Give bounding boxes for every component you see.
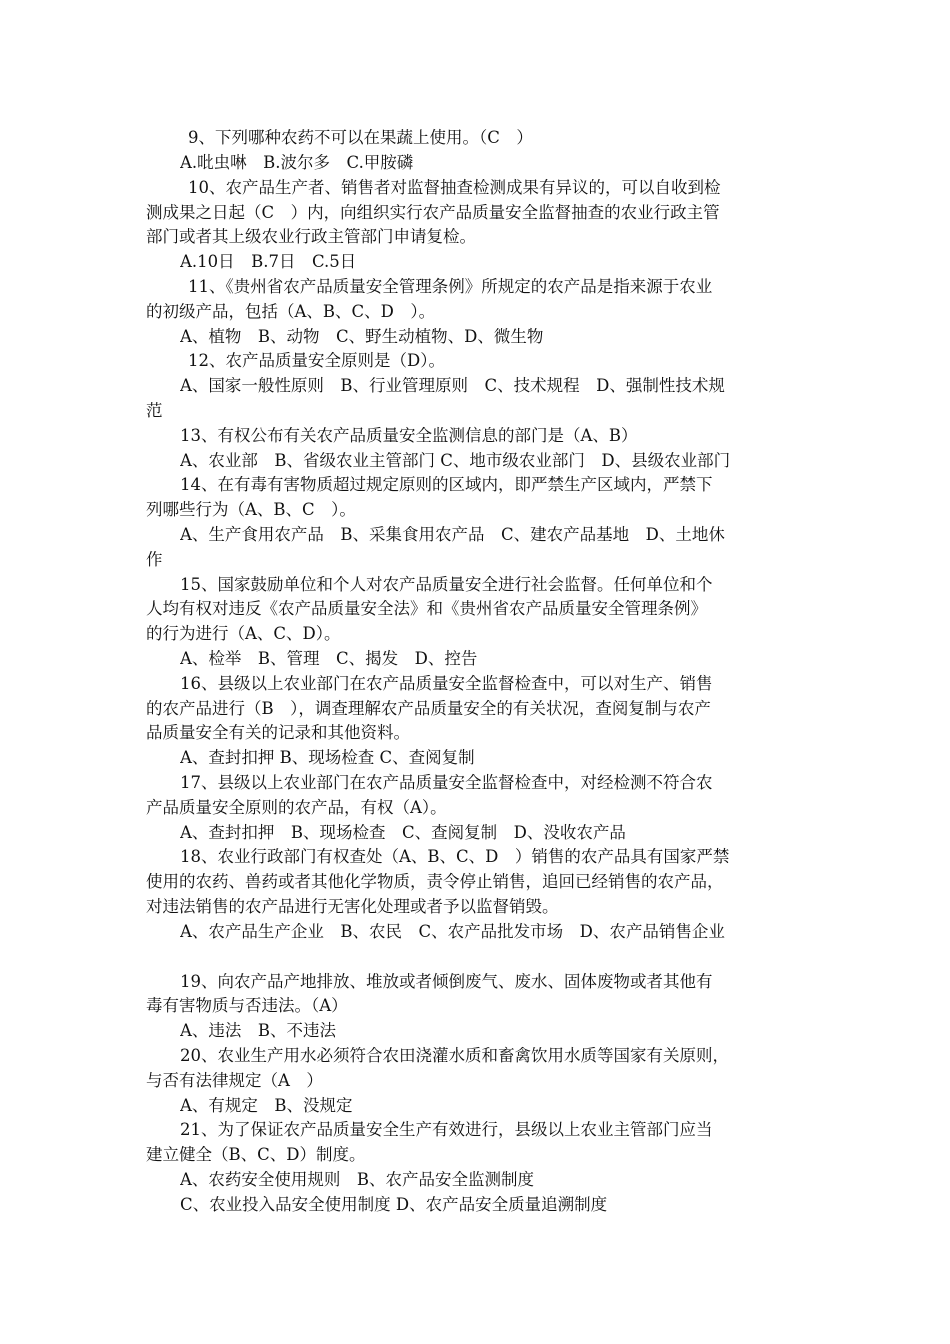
question-21-options-1: A、农药安全使用规则 B、农产品安全监测制度: [180, 1170, 535, 1189]
question-14-options: A、生产食用农产品 B、采集食用农产品 C、建农产品基地 D、土地休: [180, 525, 725, 544]
question-13: 13、有权公布有关农产品质量安全监测信息的部门是（A、B）: [180, 426, 638, 445]
question-21-options-2: C、农业投入品安全使用制度 D、农产品安全质量追溯制度: [180, 1195, 608, 1214]
question-19: 19、向农产品产地排放、堆放或者倾倒废气、废水、固体废物或者其他有: [180, 972, 713, 991]
question-12: 12、农产品质量安全原则是（D）。: [188, 351, 445, 370]
question-14-line-2: 列哪些行为（A、B、C ）。: [146, 500, 356, 519]
question-18-line-3: 对违法销售的农产品进行无害化处理或者予以监督销毁。: [146, 897, 559, 916]
question-21: 21、为了保证农产品质量安全生产有效进行，县级以上农业主管部门应当: [180, 1120, 713, 1139]
question-18-line-2: 使用的农药、兽药或者其他化学物质，责令停止销售，追回已经销售的农产品，: [146, 872, 724, 891]
question-16-options: A、查封扣押 B、现场检查 C、查阅复制: [180, 748, 475, 767]
question-17: 17、县级以上农业部门在农产品质量安全监督检查中，对经检测不符合农: [180, 773, 713, 792]
question-15-line-2: 人均有权对违反《农产品质量安全法》和《贵州省农产品质量安全管理条例》: [146, 599, 707, 618]
question-15: 15、国家鼓励单位和个人对农产品质量安全进行社会监督。任何单位和个: [180, 575, 713, 594]
question-17-line-2: 产品质量安全原则的农产品，有权（A）。: [146, 798, 447, 817]
question-18-options: A、农产品生产企业 B、农民 C、农产品批发市场 D、农产品销售企业: [180, 922, 725, 941]
question-10-line-2: 测成果之日起（C ）内，向组织实行农产品质量安全监督抽查的农业行政主管: [146, 203, 720, 222]
question-13-options: A、农业部 B、省级农业主管部门 C、地市级农业部门 D、县级农业部门: [180, 451, 731, 470]
question-16: 16、县级以上农业部门在农产品质量安全监督检查中，可以对生产、销售: [180, 674, 713, 693]
question-10: 10、农产品生产者、销售者对监督抽查检测成果有异议的，可以自收到检: [188, 178, 721, 197]
question-20: 20、农业生产用水必须符合农田浇灌水质和畜禽饮用水质等国家有关原则，: [180, 1046, 729, 1065]
question-17-options: A、查封扣押 B、现场检查 C、查阅复制 D、没收农产品: [180, 823, 626, 842]
question-18: 18、农业行政部门有权查处（A、B、C、D ）销售的农产品具有国家严禁: [180, 847, 730, 866]
question-9-options: A.吡虫啉 B.波尔多 C.甲胺磷: [180, 153, 414, 172]
question-19-line-2: 毒有害物质与否违法。（A）: [146, 996, 348, 1015]
question-11-line-2: 的初级产品，包括（A、B、C、D ）。: [146, 302, 436, 321]
question-16-line-2: 的农产品进行（B ），调查理解农产品质量安全的有关状况，查阅复制与农产: [146, 699, 711, 718]
question-10-line-3: 部门或者其上级农业行政主管部门申请复检。: [146, 227, 476, 246]
question-21-line-2: 建立健全（B、C、D）制度。: [146, 1145, 366, 1164]
question-16-line-3: 品质量安全有关的记录和其他资料。: [146, 723, 410, 742]
question-20-options: A、有规定 B、没规定: [180, 1096, 353, 1115]
question-19-options: A、违法 B、不违法: [180, 1021, 337, 1040]
question-11: 11、《贵州省农产品质量安全管理条例》所规定的农产品是指来源于农业: [188, 277, 713, 296]
question-15-line-3: 的行为进行（A、C、D）。: [146, 624, 341, 643]
question-20-line-2: 与否有法律规定（A ）: [146, 1071, 323, 1090]
question-9: 9、下列哪种农药不可以在果蔬上使用。（C ）: [188, 128, 533, 147]
question-11-options: A、植物 B、动物 C、野生动植物、D、微生物: [180, 327, 544, 346]
question-12-options: A、国家一般性原则 B、行业管理原则 C、技术规程 D、强制性技术规: [180, 376, 725, 395]
question-14: 14、在有毒有害物质超过规定原则的区域内，即严禁生产区域内，严禁下: [180, 475, 713, 494]
question-10-options: A.10日 B.7日 C.5日: [180, 252, 357, 271]
question-12-options-wrap: 范: [146, 401, 163, 420]
question-14-options-wrap: 作: [146, 550, 163, 569]
question-15-options: A、检举 B、管理 C、揭发 D、控告: [180, 649, 478, 668]
